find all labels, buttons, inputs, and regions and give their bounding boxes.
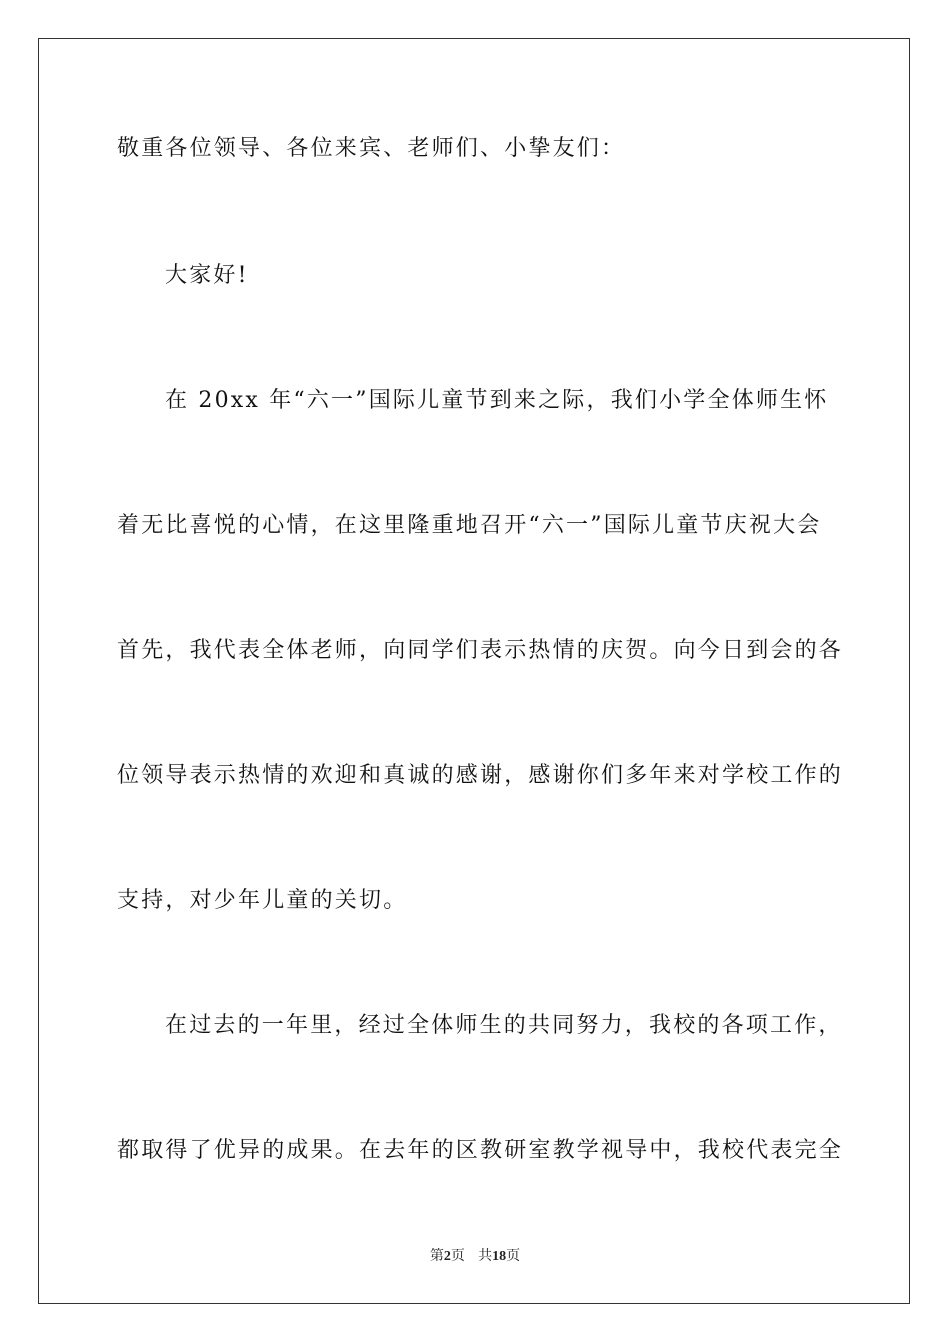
- total-pages-number: 18: [492, 1249, 507, 1264]
- paragraph-1-line-3: 首先，我代表全体老师，向同学们表示热情的庆贺。向今日到会的各: [117, 638, 844, 663]
- page-suffix: 页: [450, 1248, 465, 1264]
- paragraph-1-line-1: 在 20xx 年“六一”国际儿童节到来之际，我们小学全体师生怀: [165, 388, 829, 413]
- page-border: [38, 38, 910, 1304]
- total-prefix: 共: [478, 1248, 493, 1264]
- current-page-number: 2: [443, 1249, 451, 1264]
- greeting-line: 大家好!: [165, 263, 249, 288]
- total-suffix: 页: [506, 1248, 521, 1264]
- paragraph-1-line-2: 着无比喜悦的心情，在这里隆重地召开“六一”国际儿童节庆祝大会: [117, 513, 822, 538]
- paragraph-2-line-1: 在过去的一年里，经过全体师生的共同努力，我校的各项工作，: [165, 1013, 843, 1038]
- salutation-line: 敬重各位领导、各位来宾、老师们、小挚友们：: [117, 136, 626, 161]
- paragraph-1-line-5: 支持，对少年儿童的关切。: [117, 888, 408, 913]
- page-footer: [0, 1246, 950, 1267]
- page-prefix: 第: [429, 1248, 444, 1264]
- paragraph-2-line-2: 都取得了优异的成果。在去年的区教研室教学视导中，我校代表完全: [117, 1138, 844, 1163]
- paragraph-1-line-4: 位领导表示热情的欢迎和真诚的感谢，感谢你们多年来对学校工作的: [117, 763, 844, 788]
